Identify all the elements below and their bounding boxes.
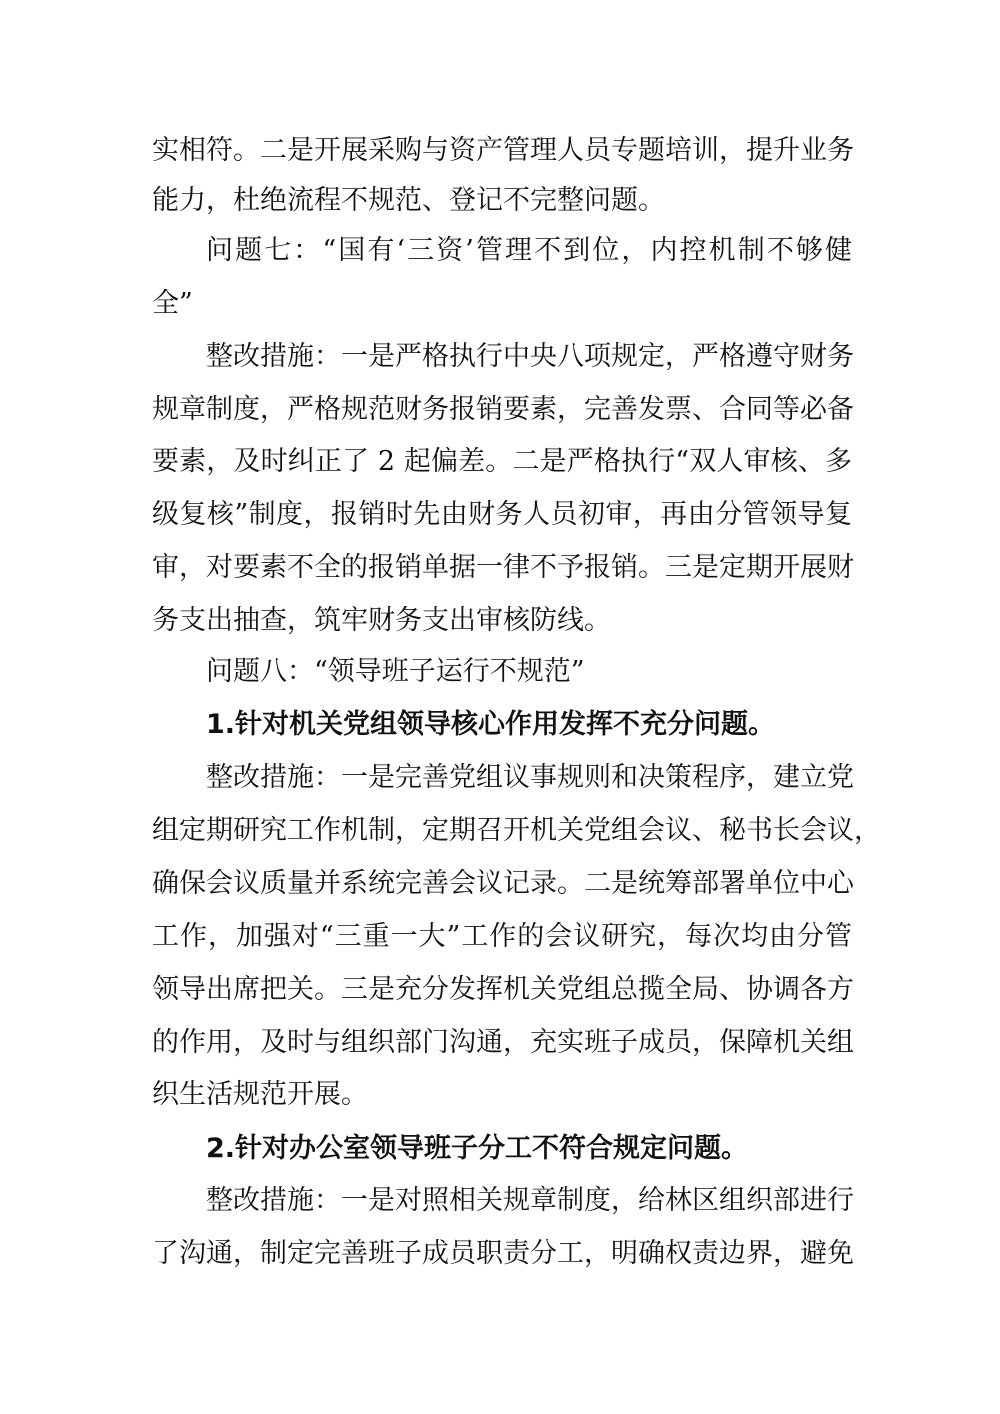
text-line: 实相符。二是开展采购与资产管理人员专题培训，提升业务	[152, 135, 854, 166]
section-heading-2: 2.针对办公室领导班子分工不符合规定问题。	[206, 1133, 749, 1164]
text-line: 能力，杜绝流程不规范、登记不完整问题。	[152, 185, 665, 216]
text-line: 确保会议质量并系统完善会议记录。二是统筹部署单位中心	[152, 868, 854, 899]
text-line: 的作用，及时与组织部门沟通，充实班子成员，保障机关组	[152, 1027, 854, 1058]
text-line: 了沟通，制定完善班子成员职责分工，明确权责边界，避免	[152, 1238, 854, 1269]
section-heading-1: 1.针对机关党组领导核心作用发挥不充分问题。	[206, 709, 776, 740]
text-line: 全”	[152, 288, 193, 319]
text-line: 规章制度，严格规范财务报销要素，完善发票、合同等必备	[152, 394, 854, 425]
text-line: 织生活规范开展。	[152, 1079, 368, 1110]
text-line: 工作，加强对“三重一大”工作的会议研究，每次均由分管	[152, 921, 852, 952]
text-line: 要素，及时纠正了 2 起偏差。二是严格执行“双人审核、多	[152, 446, 852, 477]
text-line: 级复核”制度，报销时先由财务人员初审，再由分管领导复	[152, 499, 852, 530]
text-line: 领导出席把关。三是充分发挥机关党组总揽全局、协调各方	[152, 974, 854, 1005]
text-line: 组定期研究工作机制，定期召开机关党组会议、秘书长会议，	[152, 815, 881, 846]
rectification-measures-label: 整改措施：一是对照相关规章制度，给林区组织部进行	[206, 1185, 854, 1216]
issue-8-heading: 问题八：“领导班子运行不规范”	[206, 656, 585, 687]
rectification-measures-label: 整改措施：一是严格执行中央八项规定，严格遵守财务	[206, 341, 854, 372]
rectification-measures-label: 整改措施：一是完善党组议事规则和决策程序，建立党	[206, 762, 854, 793]
text-line: 务支出抽查，筑牢财务支出审核防线。	[152, 605, 611, 636]
issue-7-heading: 问题七：“国有‘三资’管理不到位，内控机制不够健	[206, 235, 852, 266]
text-line: 审，对要素不全的报销单据一律不予报销。三是定期开展财	[152, 552, 854, 583]
